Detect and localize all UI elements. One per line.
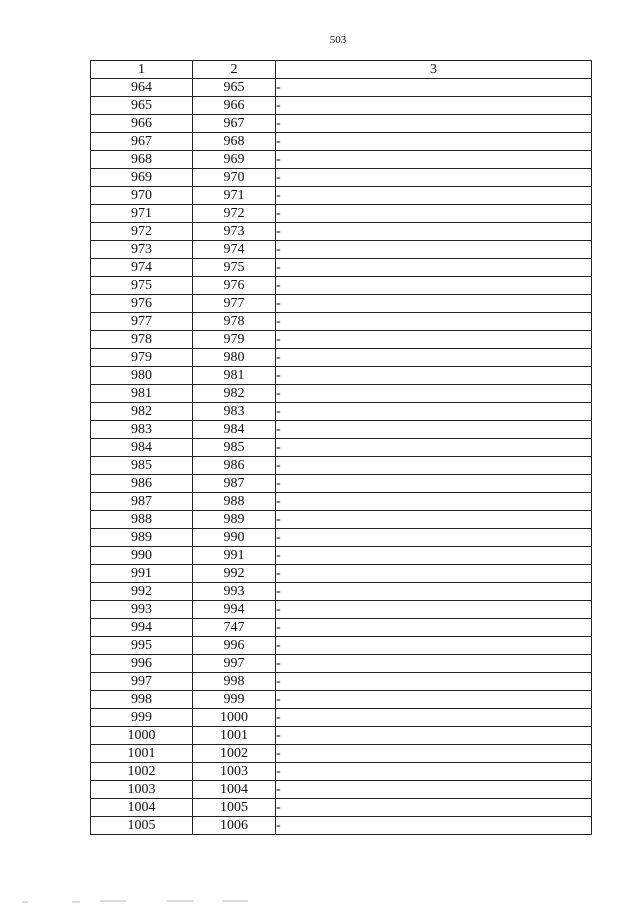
- table-cell-col3: -: [276, 565, 592, 583]
- table-cell-col2: 985: [193, 439, 276, 457]
- data-table: [90, 60, 592, 835]
- table-cell-col1: 980: [91, 367, 193, 385]
- table-cell-col2: 1002: [193, 745, 276, 763]
- table-cell-col3: -: [276, 619, 592, 637]
- table-cell-col1: 1004: [91, 799, 193, 817]
- table-row: [91, 655, 592, 673]
- table-cell-col2: 1006: [193, 817, 276, 835]
- table-cell-col3: -: [276, 601, 592, 619]
- table-cell-col2: 996: [193, 637, 276, 655]
- table-cell-col2: 990: [193, 529, 276, 547]
- table-row: [91, 763, 592, 781]
- table-cell-col1: 979: [91, 349, 193, 367]
- table-cell-col3: -: [276, 223, 592, 241]
- table-row: [91, 385, 592, 403]
- table-cell-col2: 978: [193, 313, 276, 331]
- table-cell-col3: -: [276, 583, 592, 601]
- table-row: [91, 745, 592, 763]
- table-cell-col3: -: [276, 529, 592, 547]
- table-row: [91, 673, 592, 691]
- table-cell-col1: 978: [91, 331, 193, 349]
- table-row: [91, 475, 592, 493]
- table-cell-col2: 992: [193, 565, 276, 583]
- table-cell-col2: 1000: [193, 709, 276, 727]
- table-row: [91, 277, 592, 295]
- table-cell-col1: 990: [91, 547, 193, 565]
- table-row: [91, 727, 592, 745]
- table-row: [91, 691, 592, 709]
- table-row: [91, 709, 592, 727]
- table-cell-col1: 992: [91, 583, 193, 601]
- table-cell-col1: 1005: [91, 817, 193, 835]
- table-cell-col2: 971: [193, 187, 276, 205]
- table-cell-col2: 981: [193, 367, 276, 385]
- table-cell-col1: 995: [91, 637, 193, 655]
- table-cell-col1: 998: [91, 691, 193, 709]
- page-number: 503: [329, 34, 347, 46]
- table-row: [91, 97, 592, 115]
- table-cell-col3: -: [276, 781, 592, 799]
- table-cell-col1: 1001: [91, 745, 193, 763]
- table-cell-col2: 966: [193, 97, 276, 115]
- table-row: [91, 133, 592, 151]
- table-header-row: [91, 61, 592, 79]
- scan-artifact-marks: [22, 898, 262, 904]
- table-cell-col3: -: [276, 403, 592, 421]
- table-cell-col2: 979: [193, 331, 276, 349]
- table-cell-col3: -: [276, 277, 592, 295]
- table-cell-col3: -: [276, 259, 592, 277]
- table-cell-col3: -: [276, 673, 592, 691]
- table-row: [91, 583, 592, 601]
- table-row: [91, 169, 592, 187]
- table-cell-col3: -: [276, 637, 592, 655]
- table-cell-col2: 991: [193, 547, 276, 565]
- table-cell-col1: 968: [91, 151, 193, 169]
- column-header-2: 2: [193, 61, 276, 79]
- table-cell-col2: 976: [193, 277, 276, 295]
- table-cell-col3: -: [276, 295, 592, 313]
- table-cell-col3: -: [276, 187, 592, 205]
- table-cell-col2: 970: [193, 169, 276, 187]
- table-cell-col3: -: [276, 655, 592, 673]
- table-cell-col2: 1003: [193, 763, 276, 781]
- table-cell-col1: 991: [91, 565, 193, 583]
- table-cell-col1: 993: [91, 601, 193, 619]
- table-cell-col2: 967: [193, 115, 276, 133]
- table-row: [91, 601, 592, 619]
- table-cell-col1: 964: [91, 79, 193, 97]
- table-cell-col2: 993: [193, 583, 276, 601]
- table-cell-col1: 1000: [91, 727, 193, 745]
- table-cell-col2: 1005: [193, 799, 276, 817]
- table-row: [91, 205, 592, 223]
- table-cell-col1: 975: [91, 277, 193, 295]
- table-cell-col3: -: [276, 169, 592, 187]
- column-header-3: 3: [276, 61, 592, 79]
- table-cell-col3: -: [276, 133, 592, 151]
- table-row: [91, 295, 592, 313]
- table-cell-col3: -: [276, 205, 592, 223]
- table-cell-col1: 987: [91, 493, 193, 511]
- table-row: [91, 547, 592, 565]
- table-cell-col3: -: [276, 349, 592, 367]
- table-cell-col2: 998: [193, 673, 276, 691]
- table-cell-col3: -: [276, 367, 592, 385]
- table-row: [91, 439, 592, 457]
- table-row: [91, 619, 592, 637]
- table-cell-col2: 972: [193, 205, 276, 223]
- table-cell-col2: 747: [193, 619, 276, 637]
- table-cell-col1: 994: [91, 619, 193, 637]
- table-row: [91, 367, 592, 385]
- table-cell-col1: 972: [91, 223, 193, 241]
- table-row: [91, 529, 592, 547]
- table-row: [91, 115, 592, 133]
- table-row: [91, 349, 592, 367]
- table-cell-col1: 997: [91, 673, 193, 691]
- table-cell-col2: 965: [193, 79, 276, 97]
- table-cell-col2: 973: [193, 223, 276, 241]
- table-cell-col1: 984: [91, 439, 193, 457]
- table-cell-col1: 982: [91, 403, 193, 421]
- table-row: [91, 457, 592, 475]
- table-cell-col2: 994: [193, 601, 276, 619]
- table-cell-col1: 1002: [91, 763, 193, 781]
- table-cell-col1: 971: [91, 205, 193, 223]
- table-cell-col1: 974: [91, 259, 193, 277]
- table-cell-col3: -: [276, 745, 592, 763]
- table-cell-col3: -: [276, 817, 592, 835]
- table-row: [91, 241, 592, 259]
- table-cell-col3: -: [276, 331, 592, 349]
- table-cell-col1: 988: [91, 511, 193, 529]
- table-row: [91, 781, 592, 799]
- table-cell-col3: -: [276, 691, 592, 709]
- table-cell-col1: 965: [91, 97, 193, 115]
- table-cell-col3: -: [276, 79, 592, 97]
- table-cell-col3: -: [276, 709, 592, 727]
- table-cell-col1: 969: [91, 169, 193, 187]
- table-cell-col2: 982: [193, 385, 276, 403]
- table-cell-col1: 1003: [91, 781, 193, 799]
- table-row: [91, 313, 592, 331]
- table-cell-col1: 967: [91, 133, 193, 151]
- table-cell-col2: 1001: [193, 727, 276, 745]
- table-cell-col1: 999: [91, 709, 193, 727]
- table-cell-col3: -: [276, 313, 592, 331]
- table-cell-col1: 989: [91, 529, 193, 547]
- table-row: [91, 259, 592, 277]
- table-cell-col3: -: [276, 457, 592, 475]
- table-cell-col2: 984: [193, 421, 276, 439]
- table-row: [91, 331, 592, 349]
- table-cell-col3: -: [276, 151, 592, 169]
- table-cell-col2: 997: [193, 655, 276, 673]
- table-row: [91, 151, 592, 169]
- table-row: [91, 187, 592, 205]
- table-row: [91, 511, 592, 529]
- table-cell-col2: 1004: [193, 781, 276, 799]
- table-cell-col2: 977: [193, 295, 276, 313]
- table-cell-col2: 969: [193, 151, 276, 169]
- column-header-1: 1: [91, 61, 193, 79]
- table-cell-col1: 976: [91, 295, 193, 313]
- table-row: [91, 421, 592, 439]
- table-body: [91, 79, 592, 835]
- table-cell-col2: 999: [193, 691, 276, 709]
- table-cell-col2: 968: [193, 133, 276, 151]
- table-cell-col2: 989: [193, 511, 276, 529]
- table-cell-col1: 973: [91, 241, 193, 259]
- table-cell-col1: 981: [91, 385, 193, 403]
- table-cell-col1: 996: [91, 655, 193, 673]
- table-cell-col3: -: [276, 475, 592, 493]
- table-cell-col2: 983: [193, 403, 276, 421]
- table-cell-col1: 985: [91, 457, 193, 475]
- table-cell-col3: -: [276, 421, 592, 439]
- table-row: [91, 79, 592, 97]
- table-cell-col2: 980: [193, 349, 276, 367]
- table-cell-col1: 986: [91, 475, 193, 493]
- table-cell-col3: -: [276, 547, 592, 565]
- table-cell-col3: -: [276, 799, 592, 817]
- table-row: [91, 817, 592, 835]
- table-cell-col3: -: [276, 439, 592, 457]
- table-row: [91, 637, 592, 655]
- table-cell-col2: 975: [193, 259, 276, 277]
- table-cell-col3: -: [276, 727, 592, 745]
- table-cell-col3: -: [276, 115, 592, 133]
- table-cell-col2: 988: [193, 493, 276, 511]
- table-cell-col1: 983: [91, 421, 193, 439]
- table-cell-col3: -: [276, 97, 592, 115]
- table-cell-col3: -: [276, 763, 592, 781]
- table-cell-col2: 974: [193, 241, 276, 259]
- table-row: [91, 403, 592, 421]
- table-row: [91, 223, 592, 241]
- table-cell-col3: -: [276, 385, 592, 403]
- table-row: [91, 799, 592, 817]
- table-cell-col3: -: [276, 241, 592, 259]
- table-cell-col1: 977: [91, 313, 193, 331]
- table-row: [91, 493, 592, 511]
- table-row: [91, 565, 592, 583]
- table-cell-col3: -: [276, 493, 592, 511]
- table-cell-col1: 970: [91, 187, 193, 205]
- table-cell-col2: 987: [193, 475, 276, 493]
- table-cell-col2: 986: [193, 457, 276, 475]
- table-cell-col1: 966: [91, 115, 193, 133]
- table-cell-col3: -: [276, 511, 592, 529]
